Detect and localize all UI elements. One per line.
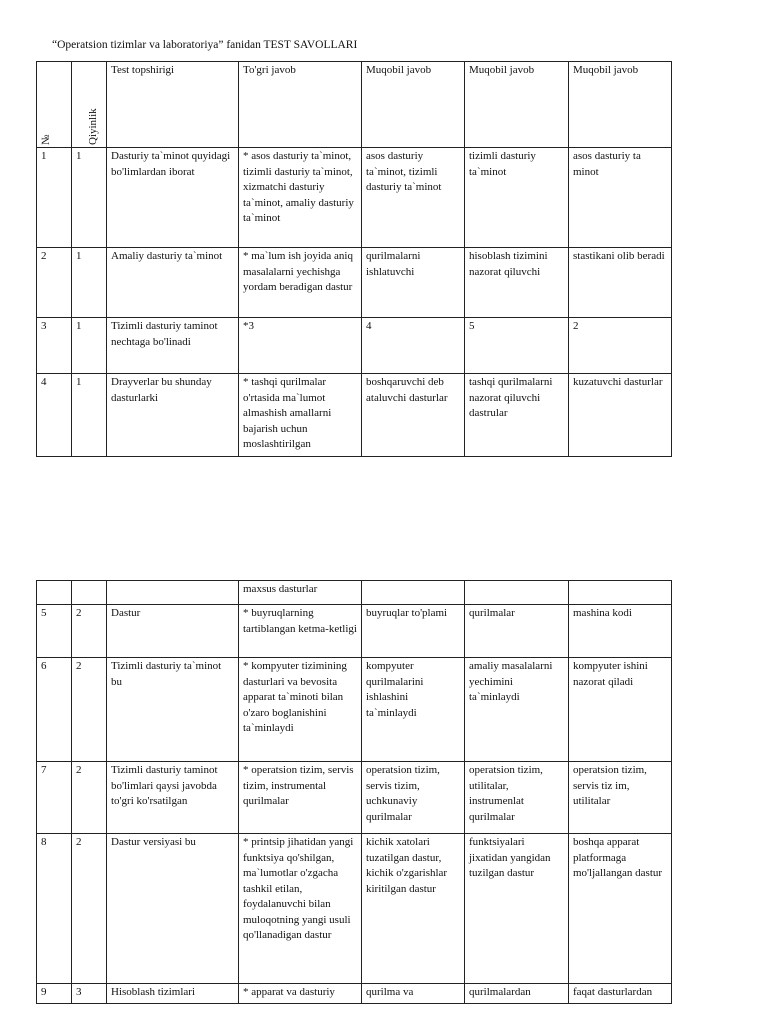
- cell-task: Tizimli dasturiy taminot nechtaga bo'linadi: [107, 318, 239, 374]
- cell-task: Dasturiy ta`minot quyidagi bo'limlardan iborat: [107, 148, 239, 248]
- cell-alt-2: funktsiyalari jixatidan yangidan tuzilgan dastur: [465, 834, 569, 984]
- cell-alt-3: kompyuter ishini nazorat qiladi: [569, 658, 672, 762]
- cell-alt-3: mashina kodi: [569, 605, 672, 658]
- header-difficulty-label: Qiyinlik: [87, 108, 99, 145]
- cell-difficulty: 2: [72, 762, 107, 834]
- header-number-label: №: [40, 134, 52, 145]
- cell-alt-2: operatsion tizim, utilitalar, instrumenlat qurilmalar: [465, 762, 569, 834]
- cell-task: Amaliy dasturiy ta`minot: [107, 248, 239, 318]
- cell-alt-1: boshqaruvchi deb ataluvchi dasturlar: [362, 374, 465, 457]
- cell-alt-3: asos dasturiy ta minot: [569, 148, 672, 248]
- cell-alt-2: 5: [465, 318, 569, 374]
- cell-task: Drayverlar bu shunday dasturlarki: [107, 374, 239, 457]
- table-row: [37, 318, 672, 374]
- cell-alt-3: faqat dasturlardan: [569, 984, 672, 1004]
- cell-alt-2: qurilmalar: [465, 605, 569, 658]
- header-correct-answer: To'gri javob: [239, 62, 362, 148]
- cell-number: 4: [37, 374, 72, 457]
- cell-alt-2: hisoblash tizimini nazorat qiluvchi: [465, 248, 569, 318]
- table-row: [37, 374, 672, 457]
- cell-correct: * ma`lum ish joyida aniq masalalarni yechishga yordam beradigan dastur: [239, 248, 362, 318]
- cell-alt-3: [569, 581, 672, 605]
- header-alt-answer-3: Muqobil javob: [569, 62, 672, 148]
- cell-correct: * kompyuter tizimining dasturlari va bevosita apparat ta`minoti bilan o'zaro boglanishini ta`minlaydi: [239, 658, 362, 762]
- cell-number: 8: [37, 834, 72, 984]
- cell-correct: * apparat va dasturiy: [239, 984, 362, 1004]
- table-row: [37, 248, 672, 318]
- cell-task: Tizimli dasturiy ta`minot bu: [107, 658, 239, 762]
- cell-number: 7: [37, 762, 72, 834]
- table-row: [37, 834, 672, 984]
- cell-alt-1: [362, 581, 465, 605]
- table-header-row: [37, 62, 672, 148]
- continuation-row: [37, 581, 672, 605]
- cell-difficulty: 2: [72, 658, 107, 762]
- table-row: [37, 984, 672, 1004]
- cell-alt-3: boshqa apparat platformaga mo'ljallangan dastur: [569, 834, 672, 984]
- cell-difficulty: 2: [72, 605, 107, 658]
- table-row: [37, 658, 672, 762]
- cell-difficulty: 1: [72, 148, 107, 248]
- cell-difficulty: 1: [72, 248, 107, 318]
- cell-task: Tizimli dasturiy taminot bo'limlari qaysi javobda to'gri ko'rsatilgan: [107, 762, 239, 834]
- cell-task: Hisoblash tizimlari: [107, 984, 239, 1004]
- cell-task: Dastur: [107, 605, 239, 658]
- cell-alt-1: buyruqlar to'plami: [362, 605, 465, 658]
- header-alt-answer-1: Muqobil javob: [362, 62, 465, 148]
- cell-difficulty: 2: [72, 834, 107, 984]
- cell-correct: *3: [239, 318, 362, 374]
- cell-number: 3: [37, 318, 72, 374]
- cell-alt-1: qurilma va: [362, 984, 465, 1004]
- cell-correct-continuation: maxsus dasturlar: [239, 581, 362, 605]
- cell-number: 9: [37, 984, 72, 1004]
- cell-difficulty: 3: [72, 984, 107, 1004]
- cell-alt-2: amaliy masalalarni yechimini ta`minlaydi: [465, 658, 569, 762]
- cell-number: 1: [37, 148, 72, 248]
- cell-alt-1: kichik xatolari tuzatilgan dastur, kichik o'zgarishlar kiritilgan dastur: [362, 834, 465, 984]
- cell-alt-2: tashqi qurilmalarni nazorat qiluvchi dastrular: [465, 374, 569, 457]
- cell-alt-1: qurilmalarni ishlatuvchi: [362, 248, 465, 318]
- table-row: [37, 605, 672, 658]
- test-table-page-2: [36, 580, 672, 1004]
- cell-task: [107, 581, 239, 605]
- document-title: “Operatsion tizimlar va laboratoriya” fanidan TEST SAVOLLARI: [52, 39, 358, 51]
- cell-task: Dastur versiyasi bu: [107, 834, 239, 984]
- cell-alt-3: operatsion tizim, servis tiz im, utilitalar: [569, 762, 672, 834]
- cell-difficulty: [72, 581, 107, 605]
- table-row: [37, 148, 672, 248]
- cell-alt-2: tizimli dasturiy ta`minot: [465, 148, 569, 248]
- cell-correct: * printsip jihatidan yangi funktsiya qo'shilgan, ma`lumotlar o'zgacha tashkil etilan, foydalanuvchi bilan muloqotning yangi usuli qo'llanadigan dastur: [239, 834, 362, 984]
- header-task: Test topshirigi: [107, 62, 239, 148]
- header-alt-answer-2: Muqobil javob: [465, 62, 569, 148]
- cell-number: 2: [37, 248, 72, 318]
- header-number: [37, 62, 72, 148]
- cell-difficulty: 1: [72, 318, 107, 374]
- cell-alt-1: operatsion tizim, servis tizim, uchkunaviy qurilmalar: [362, 762, 465, 834]
- cell-alt-1: 4: [362, 318, 465, 374]
- test-table-page-1: [36, 61, 672, 457]
- cell-number: 5: [37, 605, 72, 658]
- cell-number: [37, 581, 72, 605]
- header-difficulty: [72, 62, 107, 148]
- cell-alt-2: [465, 581, 569, 605]
- cell-alt-3: stastikani olib beradi: [569, 248, 672, 318]
- table-row: [37, 762, 672, 834]
- cell-correct: * asos dasturiy ta`minot, tizimli dasturiy ta`minot, xizmatchi dasturiy ta`minot, amaliy dasturiy ta`minot: [239, 148, 362, 248]
- cell-correct: * buyruqlarning tartiblangan ketma-ketligi: [239, 605, 362, 658]
- cell-number: 6: [37, 658, 72, 762]
- cell-alt-3: 2: [569, 318, 672, 374]
- cell-difficulty: 1: [72, 374, 107, 457]
- cell-correct: * tashqi qurilmalar o'rtasida ma`lumot almashish amallarni bajarish uchun moslashtirilgan: [239, 374, 362, 457]
- cell-alt-1: asos dasturiy ta`minot, tizimli dasturiy ta`minot: [362, 148, 465, 248]
- cell-alt-1: kompyuter qurilmalarini ishlashini ta`minlaydi: [362, 658, 465, 762]
- cell-correct: * operatsion tizim, servis tizim, instrumental qurilmalar: [239, 762, 362, 834]
- cell-alt-3: kuzatuvchi dasturlar: [569, 374, 672, 457]
- cell-alt-2: qurilmalardan: [465, 984, 569, 1004]
